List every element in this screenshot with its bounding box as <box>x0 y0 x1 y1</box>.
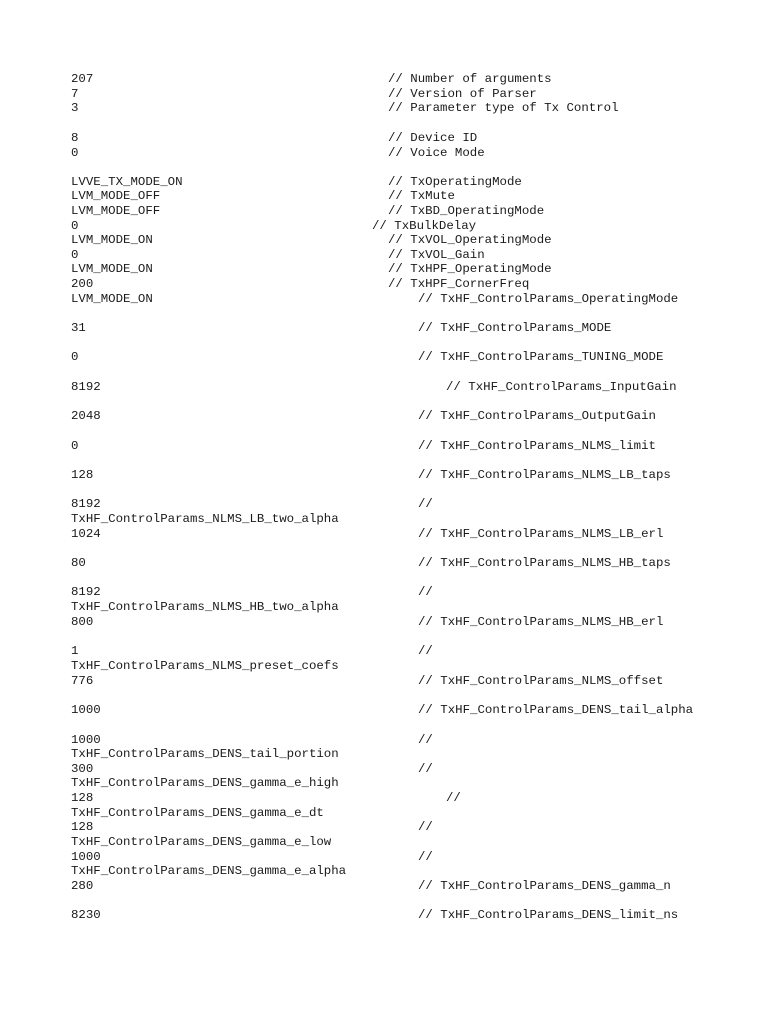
parameter-value: TxHF_ControlParams_DENS_gamma_e_alpha <box>71 864 347 878</box>
parameter-value: 1000 <box>71 703 101 717</box>
parameter-value: TxHF_ControlParams_NLMS_HB_two_alpha <box>71 600 339 614</box>
parameter-value: LVM_MODE_ON <box>71 292 153 306</box>
parameter-value: TxHF_ControlParams_NLMS_preset_coefs <box>71 659 339 673</box>
parameter-comment: // TxHF_ControlParams_MODE <box>418 321 612 335</box>
parameter-value: 1024 <box>71 527 101 541</box>
parameter-value: 128 <box>71 791 94 805</box>
parameter-comment: // TxHF_ControlParams_OperatingMode <box>418 292 679 306</box>
parameter-value: LVM_MODE_OFF <box>71 204 161 218</box>
parameter-value: 8 <box>71 131 79 145</box>
parameter-comment: // TxHPF_OperatingMode <box>388 262 552 276</box>
parameter-value: 800 <box>71 615 94 629</box>
parameter-comment: // TxHF_ControlParams_DENS_gamma_n <box>418 879 671 893</box>
parameter-comment: // Device ID <box>388 131 478 145</box>
parameter-comment: // <box>418 820 433 834</box>
parameter-comment: // TxHF_ControlParams_NLMS_HB_erl <box>418 615 664 629</box>
parameter-value: 1000 <box>71 733 101 747</box>
parameter-value: 200 <box>71 277 94 291</box>
parameter-value: 80 <box>71 556 86 570</box>
parameter-comment: // Version of Parser <box>388 87 537 101</box>
parameter-comment: // <box>418 762 433 776</box>
parameter-comment: // TxHF_ControlParams_OutputGain <box>418 409 656 423</box>
parameter-value: 776 <box>71 674 94 688</box>
parameter-value: LVM_MODE_ON <box>71 233 153 247</box>
parameter-value: 1 <box>71 644 79 658</box>
parameter-value: 2048 <box>71 409 101 423</box>
parameter-value: 3 <box>71 101 79 115</box>
parameter-comment: // <box>446 791 461 805</box>
parameter-value: 8192 <box>71 380 101 394</box>
parameter-comment: // <box>418 850 433 864</box>
parameter-comment: // TxHF_ControlParams_TUNING_MODE <box>418 350 664 364</box>
parameter-value: TxHF_ControlParams_DENS_gamma_e_high <box>71 776 339 790</box>
parameter-comment: // TxHF_ControlParams_NLMS_HB_taps <box>418 556 671 570</box>
parameter-comment: // TxHF_ControlParams_NLMS_offset <box>418 674 664 688</box>
parameter-value: TxHF_ControlParams_NLMS_LB_two_alpha <box>71 512 339 526</box>
parameter-value: 0 <box>71 146 79 160</box>
parameter-value: LVM_MODE_OFF <box>71 189 161 203</box>
parameter-value: 280 <box>71 879 94 893</box>
parameter-comment: // Voice Mode <box>388 146 485 160</box>
parameter-value: 31 <box>71 321 86 335</box>
parameter-comment: // TxVOL_Gain <box>388 248 485 262</box>
parameter-comment: // TxBulkDelay <box>372 219 477 233</box>
parameter-value: 0 <box>71 350 79 364</box>
parameter-value: 8192 <box>71 585 101 599</box>
parameter-value: 0 <box>71 439 79 453</box>
parameter-value: 8192 <box>71 497 101 511</box>
parameter-value: 7 <box>71 87 79 101</box>
parameter-comment: // TxHF_ControlParams_DENS_limit_ns <box>418 908 679 922</box>
parameter-comment: // TxHF_ControlParams_NLMS_limit <box>418 439 656 453</box>
parameter-comment: // TxMute <box>388 189 455 203</box>
parameter-comment: // <box>418 644 433 658</box>
parameter-comment: // TxBD_OperatingMode <box>388 204 545 218</box>
parameter-comment: // TxHF_ControlParams_InputGain <box>446 380 677 394</box>
parameter-value: LVVE_TX_MODE_ON <box>71 175 183 189</box>
parameter-comment: // TxHF_ControlParams_NLMS_LB_taps <box>418 468 671 482</box>
parameter-value: 207 <box>71 72 94 86</box>
parameter-comment: // Parameter type of Tx Control <box>388 101 619 115</box>
parameter-value: 1000 <box>71 850 101 864</box>
parameter-value: 128 <box>71 820 94 834</box>
parameter-value: LVM_MODE_ON <box>71 262 153 276</box>
parameter-comment: // TxHF_ControlParams_DENS_tail_alpha <box>418 703 694 717</box>
parameter-value: 8230 <box>71 908 101 922</box>
parameter-comment: // <box>418 497 433 511</box>
parameter-comment: // TxVOL_OperatingMode <box>388 233 552 247</box>
parameter-value: 0 <box>71 219 79 233</box>
parameter-comment: // TxHPF_CornerFreq <box>388 277 530 291</box>
parameter-comment: // TxOperatingMode <box>388 175 522 189</box>
parameter-comment: // <box>418 733 433 747</box>
parameter-value: 128 <box>71 468 94 482</box>
parameter-value: TxHF_ControlParams_DENS_tail_portion <box>71 747 339 761</box>
parameter-value: 300 <box>71 762 94 776</box>
parameter-comment: // <box>418 585 433 599</box>
parameter-value: 0 <box>71 248 79 262</box>
parameter-comment: // Number of arguments <box>388 72 552 86</box>
parameter-value: TxHF_ControlParams_DENS_gamma_e_low <box>71 835 332 849</box>
parameter-comment: // TxHF_ControlParams_NLMS_LB_erl <box>418 527 664 541</box>
parameter-value: TxHF_ControlParams_DENS_gamma_e_dt <box>71 806 324 820</box>
